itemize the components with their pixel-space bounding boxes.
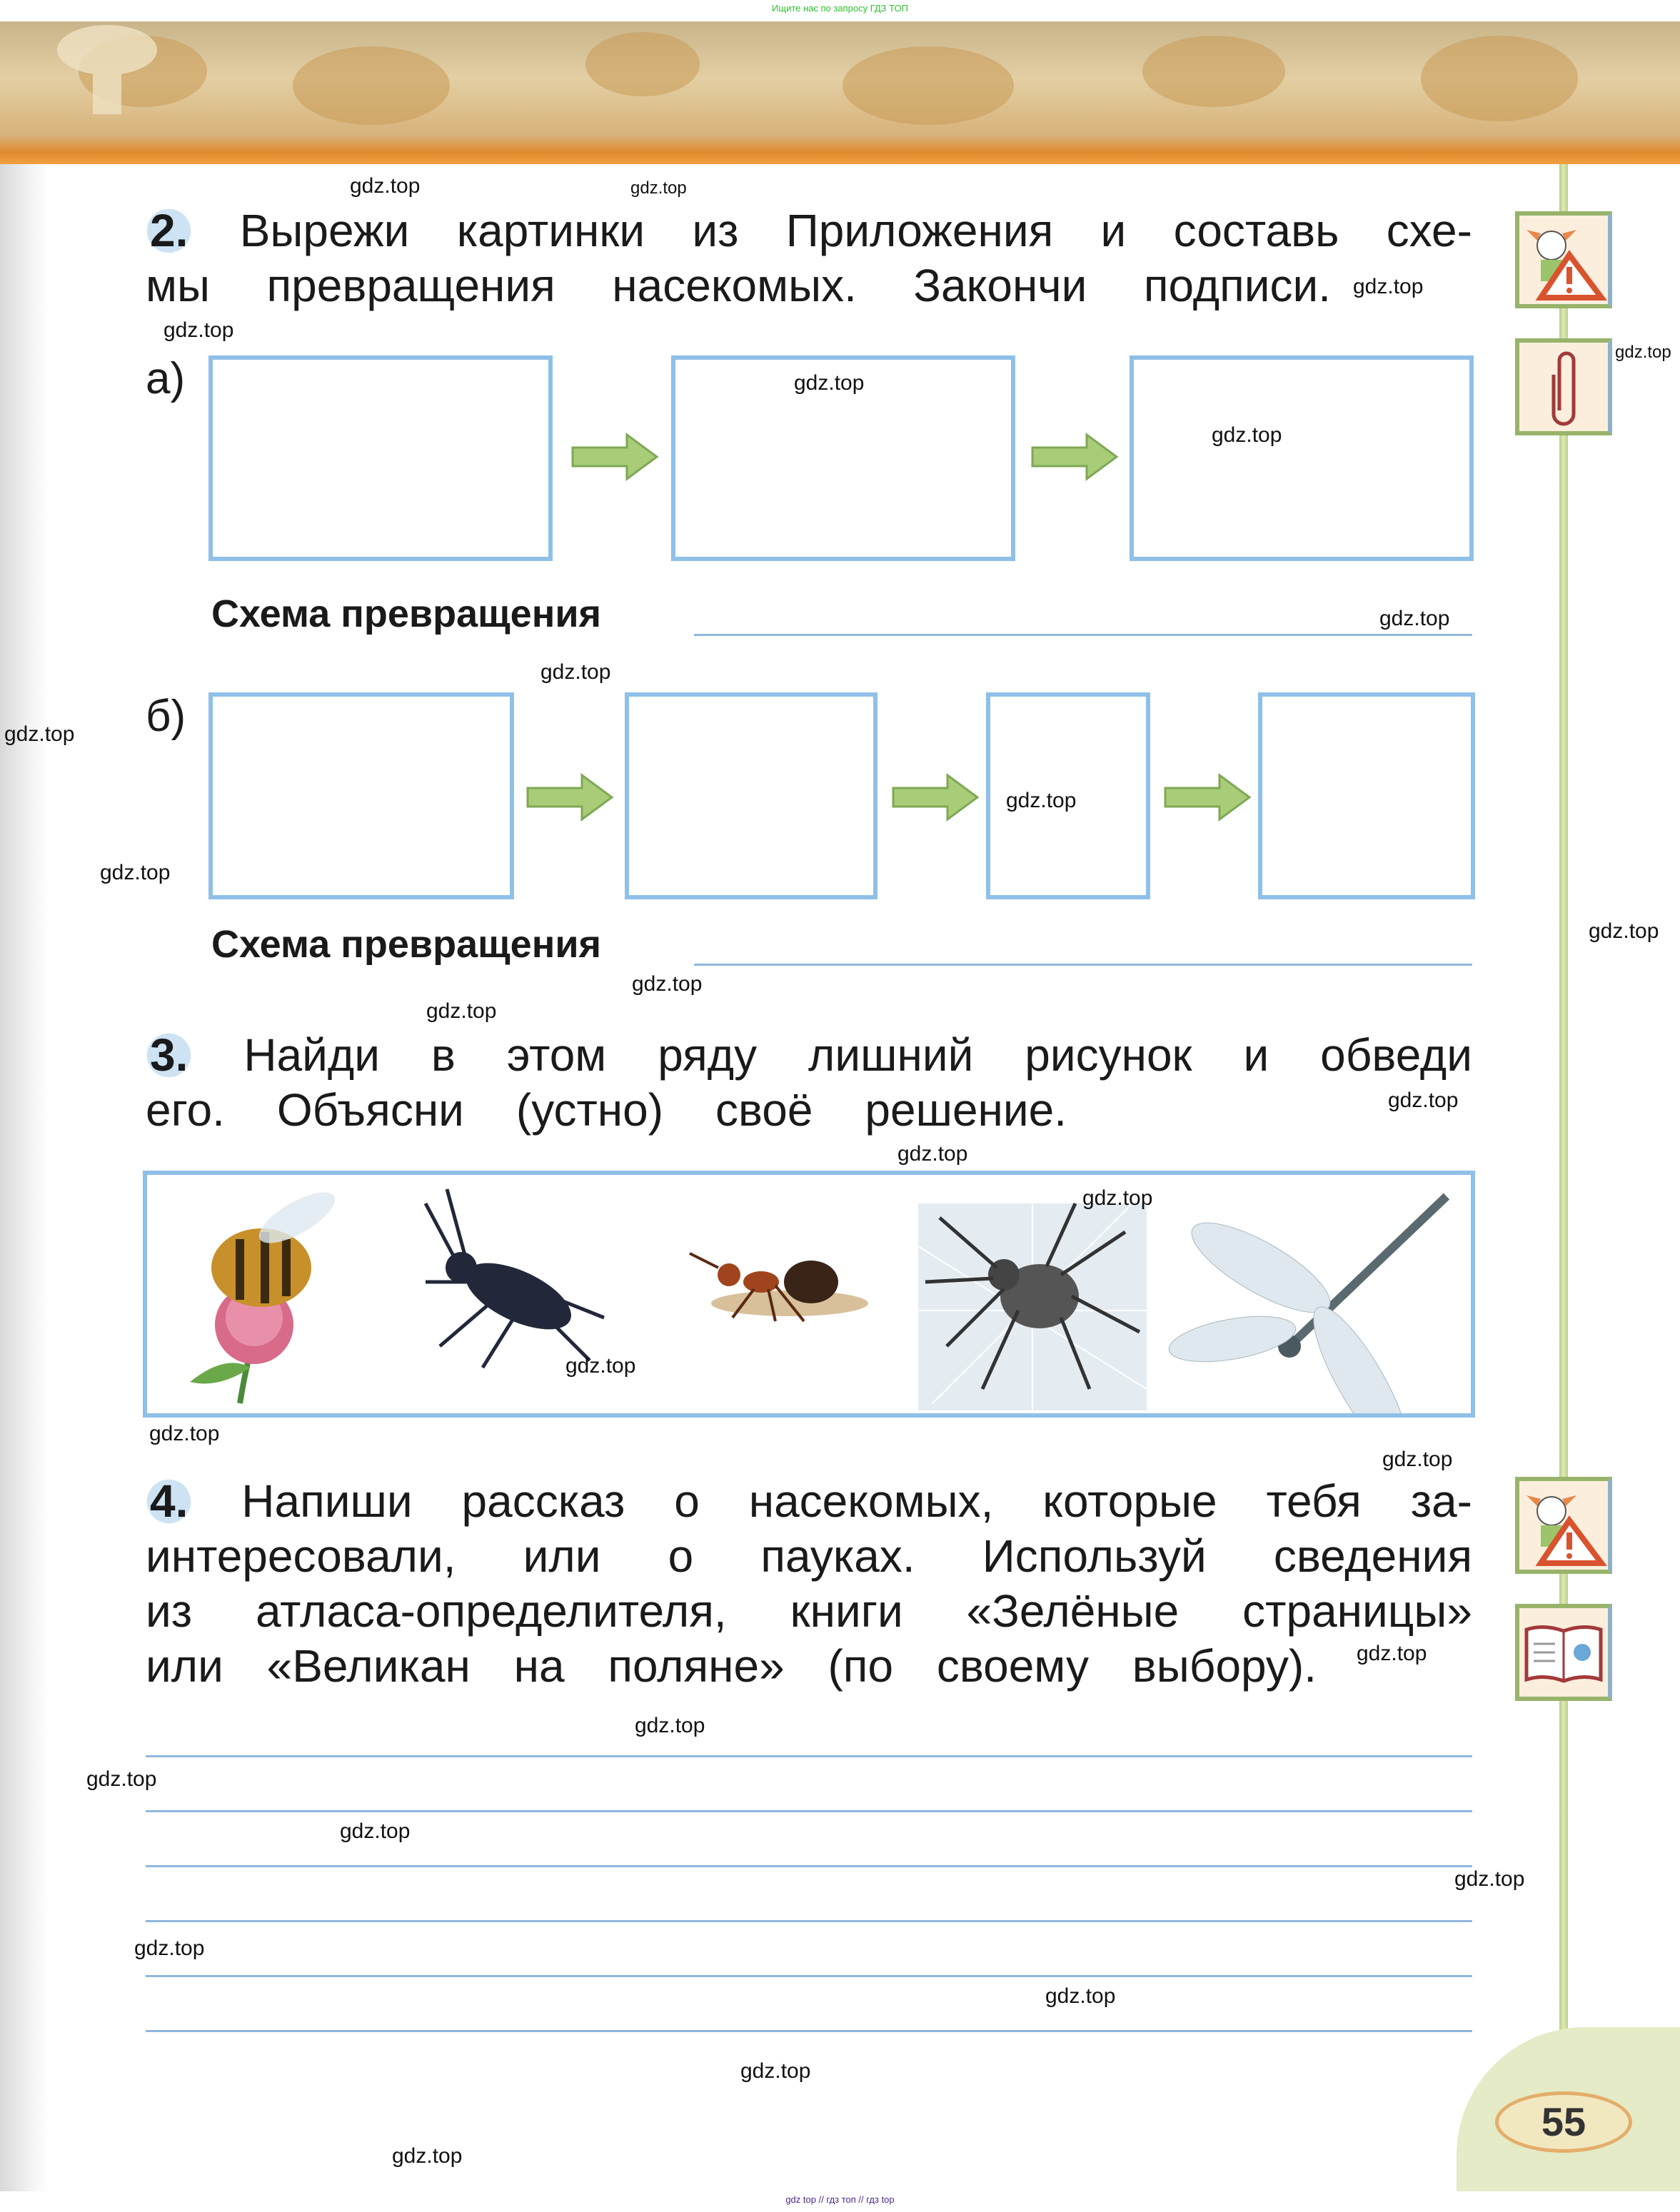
word: в — [431, 1029, 456, 1081]
task-4-line-3 — [146, 1584, 1472, 1639]
task-number: 2. — [146, 203, 192, 258]
word: решение. — [865, 1084, 1067, 1136]
word: Объясни — [276, 1084, 464, 1136]
writing-line[interactable] — [146, 1865, 1472, 1867]
bee-on-clover-image[interactable] — [190, 1183, 342, 1403]
cutout-box[interactable] — [208, 692, 514, 899]
word: рассказ — [461, 1475, 625, 1527]
watermark: gdz.top — [100, 861, 171, 884]
watermark: gdz.top — [1006, 789, 1077, 812]
arrow-right-icon — [571, 432, 660, 482]
leaves-decoration — [0, 21, 1680, 150]
word: сведения — [1273, 1530, 1472, 1582]
watermark: gdz.top — [635, 1714, 705, 1737]
word: своё — [715, 1084, 813, 1136]
task-2-text — [146, 203, 1472, 313]
writing-line[interactable] — [146, 1810, 1472, 1812]
attention-girl-icon — [1515, 1477, 1612, 1574]
word: ряду — [658, 1029, 758, 1081]
task-4-line-4 — [146, 1639, 1317, 1694]
subtask-a-label: а) — [146, 354, 186, 403]
word: насекомых, — [748, 1475, 994, 1527]
word: обведи — [1320, 1029, 1472, 1081]
word: поляне» — [608, 1640, 785, 1692]
task-3-line-2 — [146, 1083, 1067, 1138]
watermark: gdz.top — [4, 722, 75, 746]
watermark: gdz.top — [1589, 919, 1659, 943]
word: (устно) — [515, 1084, 664, 1136]
word: своему — [936, 1640, 1089, 1692]
word: рисунок — [1025, 1029, 1192, 1081]
arrow-right-icon — [1031, 432, 1120, 482]
word: за- — [1410, 1475, 1472, 1527]
word: пауках. — [760, 1530, 915, 1582]
watermark: gdz.top — [392, 2144, 463, 2168]
task-number: 4. — [146, 1474, 192, 1529]
search-hint: Ищите нас по запросу ГДЗ ТОП — [772, 3, 908, 14]
word: Вырежи — [239, 205, 410, 256]
subtask-b-label: б) — [146, 692, 186, 741]
watermark: gdz.top — [630, 178, 687, 198]
word: из — [146, 1585, 193, 1637]
word: или — [146, 1640, 223, 1692]
word: «Великан — [266, 1640, 471, 1692]
word: или — [523, 1530, 601, 1582]
paperclip-icon — [1515, 338, 1612, 435]
word: интересовали, — [146, 1530, 456, 1582]
word: на — [513, 1640, 565, 1692]
watermark: gdz.top — [1353, 275, 1424, 298]
watermark: gdz.top — [1212, 423, 1282, 447]
word: и — [1100, 205, 1127, 256]
arrow-right-icon — [1164, 772, 1252, 822]
word: насекомых. — [612, 260, 857, 311]
insect-picture-row — [143, 1171, 1475, 1418]
writing-line[interactable] — [146, 1755, 1472, 1757]
dragonfly-image[interactable] — [1166, 1196, 1447, 1413]
word: картинки — [456, 205, 645, 256]
word: превращения — [266, 260, 555, 311]
task-2-line-1 — [146, 203, 1472, 258]
ground-beetle-image[interactable] — [426, 1189, 604, 1368]
book-icon — [1515, 1604, 1612, 1701]
word: страницы» — [1242, 1585, 1472, 1637]
writing-line[interactable] — [146, 2030, 1472, 2032]
margin-line — [1559, 164, 1568, 2091]
word: его. — [146, 1084, 225, 1136]
watermark: gdz.top — [350, 174, 421, 198]
task-3-line-1 — [146, 1028, 1472, 1083]
watermark: gdz.top — [897, 1142, 968, 1166]
watermark: gdz.top — [1454, 1867, 1525, 1891]
arrow-right-icon — [526, 772, 615, 822]
writing-line[interactable] — [146, 1975, 1472, 1977]
cutout-box[interactable] — [625, 692, 877, 899]
word: (по — [828, 1640, 894, 1692]
word: «Зелёные — [966, 1585, 1179, 1637]
task-4-text — [146, 1474, 1472, 1694]
watermark: gdz.top — [340, 1819, 411, 1843]
schema-label: Схема превращения — [211, 923, 602, 966]
page-gutter-shadow — [0, 164, 50, 2191]
word: Найди — [243, 1029, 380, 1081]
word: тебя — [1266, 1475, 1362, 1527]
watermark: gdz.top — [1082, 1186, 1153, 1210]
watermark: gdz.top — [565, 1354, 636, 1378]
attention-girl-icon — [1515, 211, 1612, 308]
watermark: gdz.top — [1615, 343, 1671, 362]
writing-line[interactable] — [146, 1920, 1472, 1922]
watermark: gdz.top — [1388, 1089, 1459, 1112]
word: о — [674, 1475, 700, 1527]
answer-line[interactable] — [694, 964, 1472, 966]
word: мы — [146, 260, 210, 311]
word: Закончи — [913, 260, 1087, 311]
word: и — [1243, 1029, 1269, 1081]
page-number: 55 — [1495, 2091, 1632, 2153]
word: схе- — [1386, 205, 1472, 256]
word: которые — [1042, 1475, 1217, 1527]
task-4-line-1 — [146, 1474, 1472, 1529]
footer-watermark: gdz top // гдз топ // гдз top — [785, 2194, 895, 2205]
watermark: gdz.top — [134, 1936, 205, 1960]
word: составь — [1173, 205, 1339, 256]
watermark: gdz.top — [426, 999, 497, 1023]
cutout-box[interactable] — [208, 355, 553, 561]
arrow-right-icon — [892, 772, 980, 822]
word: этом — [506, 1029, 607, 1081]
watermark: gdz.top — [540, 660, 611, 684]
word: атласа-определителя, — [255, 1585, 727, 1637]
word: Используй — [982, 1530, 1207, 1582]
task-2-line-2 — [146, 258, 1331, 313]
ant-image[interactable] — [690, 1253, 868, 1321]
answer-line[interactable] — [694, 634, 1472, 636]
task-number: 3. — [146, 1028, 192, 1083]
spider-on-web-image[interactable] — [918, 1196, 1147, 1410]
task-3-text — [146, 1028, 1472, 1138]
watermark: gdz.top — [164, 318, 234, 342]
word: подписи. — [1143, 260, 1331, 311]
word: Напиши — [241, 1475, 413, 1527]
task-4-line-2 — [146, 1529, 1472, 1584]
word: Приложения — [785, 205, 1054, 256]
watermark: gdz.top — [1045, 1984, 1116, 2008]
watermark: gdz.top — [1382, 1448, 1453, 1471]
watermark: gdz.top — [740, 2059, 811, 2083]
watermark: gdz.top — [149, 1422, 220, 1445]
word: выбору). — [1132, 1640, 1317, 1692]
cutout-box[interactable] — [1130, 355, 1474, 561]
word: из — [692, 205, 739, 256]
word: о — [668, 1530, 694, 1582]
watermark: gdz.top — [632, 972, 703, 996]
word: лишний — [808, 1029, 974, 1081]
watermark: gdz.top — [1379, 607, 1450, 630]
schema-label: Схема превращения — [211, 592, 602, 635]
watermark: gdz.top — [794, 371, 865, 395]
autumn-leaves-banner — [0, 21, 1680, 164]
watermark: gdz.top — [86, 1767, 157, 1791]
word: книги — [790, 1585, 903, 1637]
cutout-box[interactable] — [1258, 692, 1475, 899]
watermark: gdz.top — [1357, 1642, 1427, 1665]
